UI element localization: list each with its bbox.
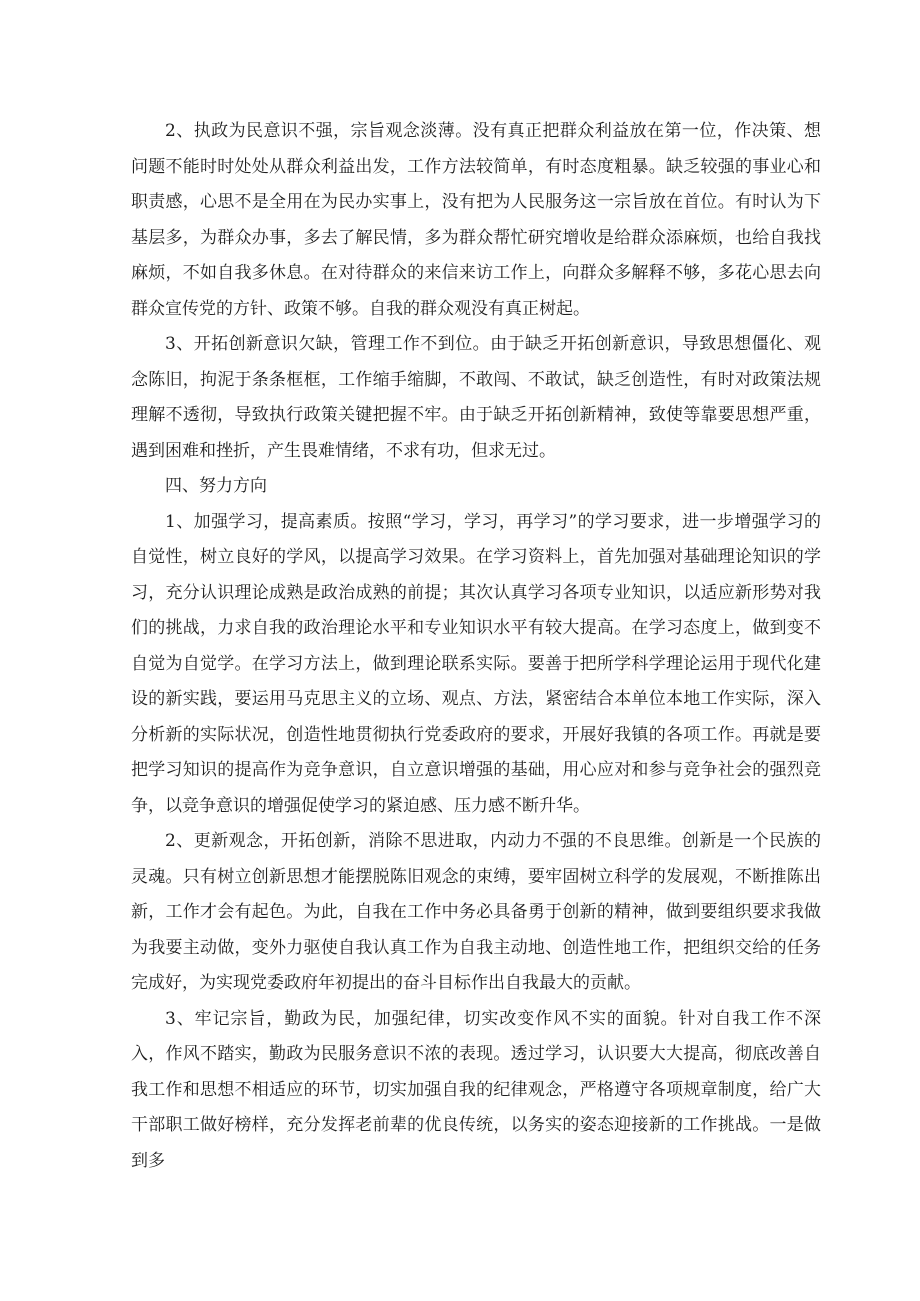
paragraph-2-update-ideas: 2、更新观念，开拓创新，消除不思进取，内动力不强的不良思维。创新是一个民族的灵魂。只有树立创新思想才能摆脱陈旧观念的束缚，要牢固树立科学的发展观，不断推陈出新，工作才会有起色。为此，自我在工作中务必具备勇于创新的精神，做到要组织要求我做为我要主动做，变外力驱使自我认真工作为自我主动地、创造性地工作，把组织交给的任务完成好，为实现党委政府年初提出的奋斗目标作出自我最大的贡献。 bbox=[131, 831, 821, 993]
paragraph-3-discipline: 3、牢记宗旨，勤政为民，加强纪律，切实改变作风不实的面貌。针对自我工作不深入，作风不踏实，勤政为民服务意识不浓的表现。透过学习，认识要大大提高，彻底改善自我工作和思想不相适应的环节，切实加强自我的纪律观念，严格遵守各项规章制度，给广大干部职工做好榜样，充分发挥老前辈的优良传统，以务实的姿态迎接新的工作挑战。一是做到多 bbox=[131, 1008, 821, 1171]
paragraph-2-serving-people: 2、执政为民意识不强，宗旨观念淡薄。没有真正把群众利益放在第一位，作决策、想问题不能时时处处从群众利益出发，工作方法较简单，有时态度粗暴。缺乏较强的事业心和职责感，心思不是全用在为民办实事上，没有把为人民服务这一宗旨放在首位。有时认为下基层多，为群众办事，多去了解民情，多为群众帮忙研究增收是给群众添麻烦，也给自我找麻烦，不如自我多休息。在对待群众的来信来访工作上，向群众多解释不够，多花心思去向群众宣传党的方针、政策不够。自我的群众观没有真正树起。 bbox=[131, 121, 821, 319]
document-body bbox=[131, 114, 821, 1179]
paragraph-1-study: 1、加强学习，提高素质。按照“学习，学习，再学习”的学习要求，进一步增强学习的自觉性，树立良好的学风，以提高学习效果。在学习资料上，首先加强对基础理论知识的学习，充分认识理论成熟是政治成熟的前提；其次认真学习各项专业知识，以适应新形势对我们的挑战，力求自我的政治理论水平和专业知识水平有较大提高。在学习态度上，做到变不自觉为自觉学。在学习方法上，做到理论联系实际。要善于把所学科学理论运用于现代化建设的新实践，要运用马克思主义的立场、观点、方法，紧密结合本单位本地工作实际，深入分析新的实际状况，创造性地贯彻执行党委政府的要求，开展好我镇的各项工作。再就是要把学习知识的提高作为竞争意识，自立意识增强的基础，用心应对和参与竞争社会的强烈竞争，以竞争意识的增强促使学习的紧迫感、压力感不断升华。 bbox=[131, 511, 821, 816]
section-heading-4: 四、努力方向 bbox=[165, 476, 267, 496]
paragraph-3-innovation: 3、开拓创新意识欠缺，管理工作不到位。由于缺乏开拓创新意识，导致思想僵化、观念陈旧，拘泥于条条框框，工作缩手缩脚，不敢闯、不敢试，缺乏创造性，有时对政策法规理解不透彻，导致执行政策关键把握不牢。由于缺乏开拓创新精神，致使等靠要思想严重，遇到困难和挫折，产生畏难情绪，不求有功，但求无过。 bbox=[131, 334, 821, 461]
